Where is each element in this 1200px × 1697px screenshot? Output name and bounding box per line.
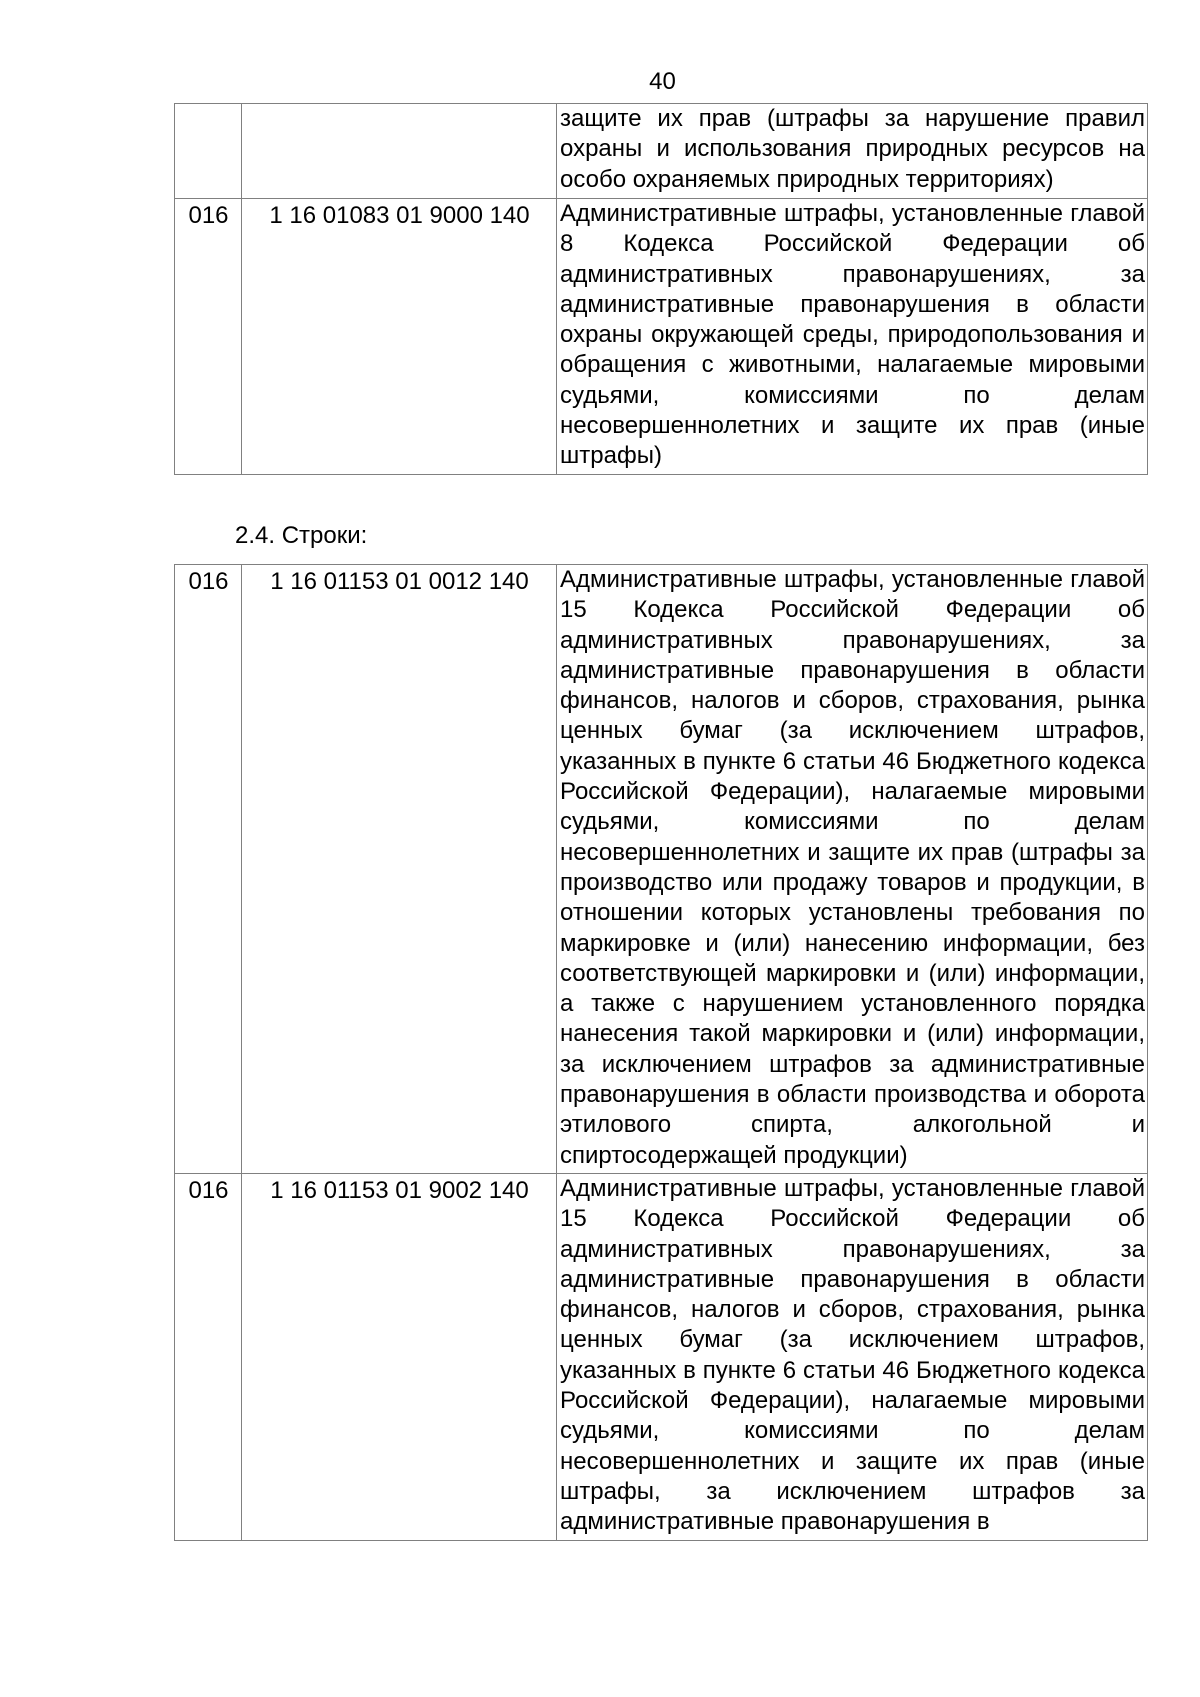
description-cell: Административные штрафы, установленные главой 8 Кодекса Российской Федерации об административных правонарушениях, за административные правонарушения в области охраны окружающей среды, природопользования и обращения с животными, налагаемые мировыми судьями, комиссиями по делам несовершеннолетних и защите их прав (иные штрафы) — [557, 199, 1148, 475]
page-number: 40 — [649, 68, 676, 95]
table-row — [175, 104, 1148, 199]
table-row — [175, 199, 1148, 475]
section-heading: 2.4. Строки: — [235, 522, 368, 549]
codes-table-bottom — [174, 564, 1148, 1541]
org-code-cell: 016 — [175, 565, 242, 1174]
description-cell: Административные штрафы, установленные главой 15 Кодекса Российской Федерации об административных правонарушениях, за административные правонарушения в области финансов, налогов и сборов, страхования, рынка ценных бумаг (за исключением штрафов, указанных в пункте 6 статьи 46 Бюджетного кодекса Российской Федерации), налагаемые мировыми судьями, комиссиями по делам несовершеннолетних и защите их прав (иные штрафы, за исключением штрафов за административные правонарушения в — [557, 1173, 1148, 1540]
org-code-cell — [175, 104, 242, 199]
codes-table-top — [174, 103, 1148, 475]
description-cell: защите их прав (штрафы за нарушение правил охраны и использования природных ресурсов на особо охраняемых природных территориях) — [557, 104, 1148, 199]
classification-code-cell: 1 16 01153 01 9002 140 — [242, 1173, 557, 1540]
org-code-cell: 016 — [175, 199, 242, 475]
classification-code-cell: 1 16 01083 01 9000 140 — [242, 199, 557, 475]
org-code-cell: 016 — [175, 1173, 242, 1540]
table-row — [175, 565, 1148, 1174]
classification-code-cell — [242, 104, 557, 199]
description-cell: Административные штрафы, установленные главой 15 Кодекса Российской Федерации об административных правонарушениях, за административные правонарушения в области финансов, налогов и сборов, страхования, рынка ценных бумаг (за исключением штрафов, указанных в пункте 6 статьи 46 Бюджетного кодекса Российской Федерации), налагаемые мировыми судьями, комиссиями по делам несовершеннолетних и защите их прав (штрафы за производство или продажу товаров и продукции, в отношении которых установлены требования по маркировке и (или) нанесению информации, без соответствующей маркировки и (или) информации, а также с нарушением установленного порядка нанесения такой маркировки и (или) информации, за исключением штрафов за административные правонарушения в области производства и оборота этилового спирта, алкогольной и спиртосодержащей продукции) — [557, 565, 1148, 1174]
classification-code-cell: 1 16 01153 01 0012 140 — [242, 565, 557, 1174]
table-row — [175, 1173, 1148, 1540]
